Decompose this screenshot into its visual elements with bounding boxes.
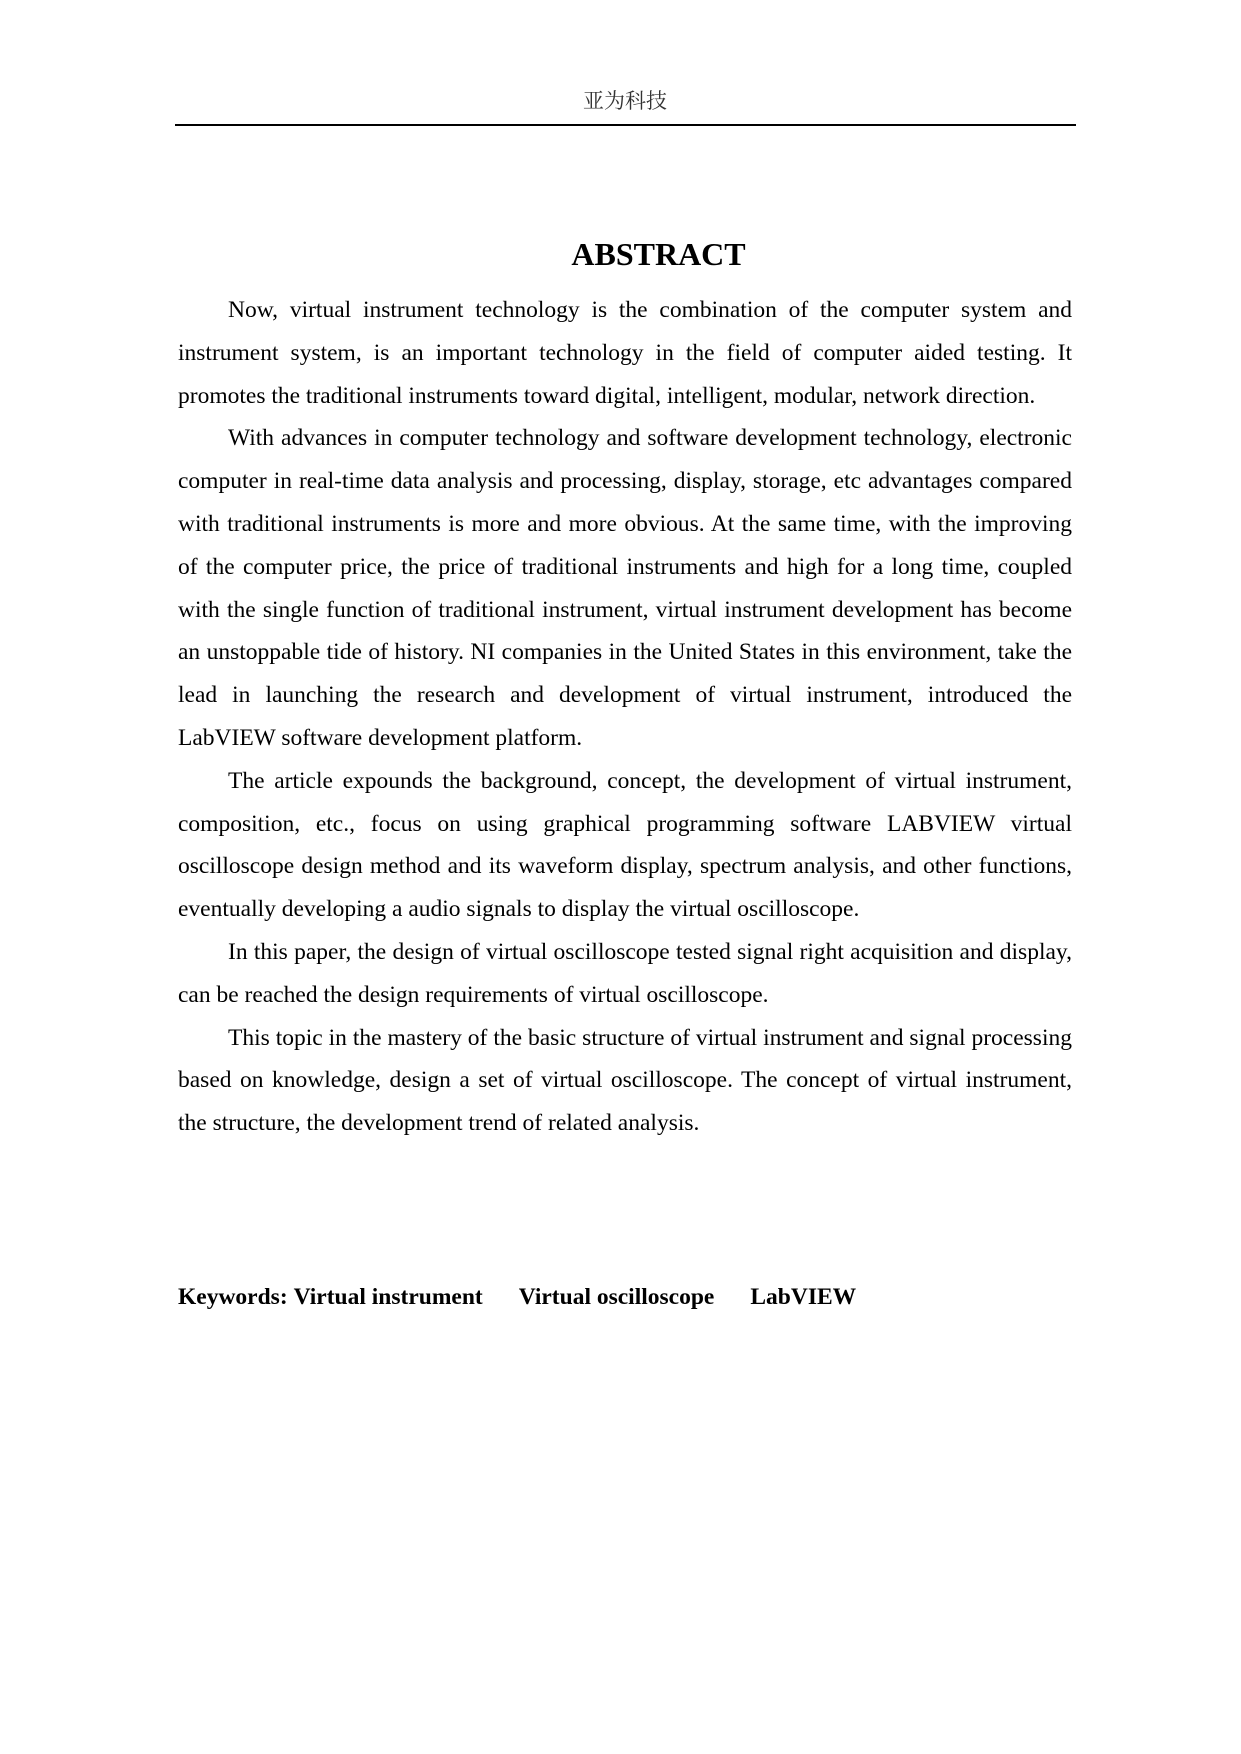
- abstract-title: ABSTRACT: [571, 236, 746, 272]
- keyword-item: LabVIEW: [750, 1284, 857, 1310]
- abstract-paragraph: The article expounds the background, concept, the development of virtual instrument, composition, etc., focus on using graphical programming software LABVIEW virtual oscilloscope design method and its waveform display, spectrum analysis, and other functions, eventually developing a audio signals to display the virtual oscilloscope.: [178, 767, 1072, 923]
- abstract-paragraph: This topic in the mastery of the basic structure of virtual instrument and signal processing based on knowledge, design a set of virtual oscilloscope. The concept of virtual instrument, the structure, the development trend of related analysis.: [178, 1024, 1072, 1137]
- page-header: 亚为科技: [583, 89, 667, 113]
- keywords-label: Keywords:: [178, 1284, 288, 1310]
- abstract-paragraph: In this paper, the design of virtual oscilloscope tested signal right acquisition and display, can be reached the design requirements of virtual oscilloscope.: [178, 938, 1072, 1008]
- header-divider: [175, 124, 1076, 126]
- keywords-line: [178, 1276, 1072, 1319]
- abstract-body: [178, 289, 1072, 1145]
- abstract-paragraph: With advances in computer technology and software development technology, electronic computer in real-time data analysis and processing, display, storage, etc advantages compared with traditional instruments is more and more obvious. At the same time, with the improving of the computer price, the price of traditional instruments and high for a long time, coupled with the single function of traditional instrument, virtual instrument development has become an unstoppable tide of history. NI companies in the United States in this environment, take the lead in launching the research and development of virtual instrument, introduced the LabVIEW software development platform.: [178, 425, 1072, 751]
- keyword-item: Virtual instrument: [293, 1284, 483, 1310]
- abstract-paragraph: Now, virtual instrument technology is the combination of the computer system and instrument system, is an important technology in the field of computer aided testing. It promotes the traditional instruments toward digital, intelligent, modular, network direction.: [178, 297, 1072, 409]
- keyword-item: Virtual oscilloscope: [518, 1284, 715, 1310]
